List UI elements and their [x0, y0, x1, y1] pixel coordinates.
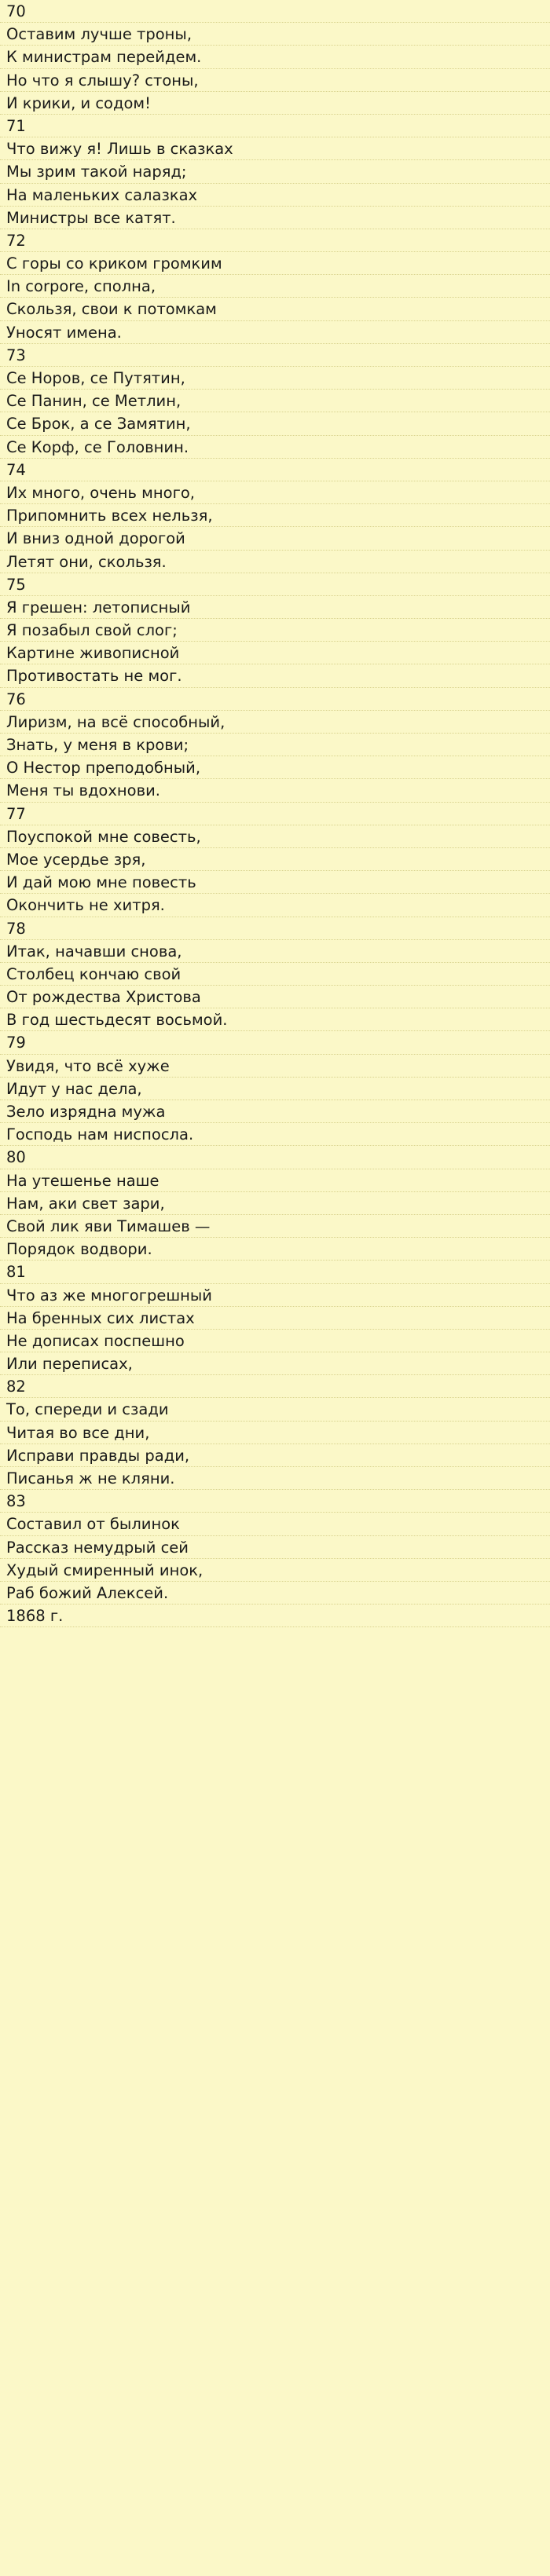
poem-line: Се Корф, се Головнин. — [0, 436, 550, 459]
poem-line: О Нестор преподобный, — [0, 756, 550, 779]
poem-line: Рассказ немудрый сей — [0, 1536, 550, 1559]
poem-line: Скользя, свои к потомкам — [0, 298, 550, 320]
stanza-number: 73 — [0, 344, 550, 367]
poem-line: Читая во все дни, — [0, 1422, 550, 1444]
stanza-number: 75 — [0, 573, 550, 596]
poem-line: И крики, и содом! — [0, 92, 550, 115]
stanza-number: 70 — [0, 0, 550, 23]
poem-line: Худый смиренный инок, — [0, 1559, 550, 1582]
poem-line: То, спереди и сзади — [0, 1398, 550, 1421]
poem-line: Нам, аки свет зари, — [0, 1192, 550, 1215]
poem-line: Се Норов, се Путятин, — [0, 367, 550, 390]
poem-line: Министры все катят. — [0, 207, 550, 229]
poem-line: Свой лик яви Тимашев — — [0, 1215, 550, 1238]
poem-line: Поуспокой мне совесть, — [0, 825, 550, 848]
poem-line: На утешенье наше — [0, 1169, 550, 1192]
poem-line: На маленьких салазках — [0, 184, 550, 207]
stanza-number: 82 — [0, 1375, 550, 1398]
poem-line: Раб божий Алексей. — [0, 1582, 550, 1605]
stanza-number: 72 — [0, 229, 550, 252]
poem-line: Летят они, скользя. — [0, 551, 550, 573]
poem-line: Картине живописной — [0, 642, 550, 664]
poem-line: Их много, очень много, — [0, 481, 550, 504]
poem-line: С горы со криком громким — [0, 252, 550, 275]
poem-line: Не дописах поспешно — [0, 1330, 550, 1352]
poem-line: Мое усердье зря, — [0, 848, 550, 871]
poem-line: От рождества Христова — [0, 986, 550, 1008]
poem-line: И дай мою мне повесть — [0, 871, 550, 894]
poem-line: Или переписах, — [0, 1352, 550, 1375]
stanza-number: 80 — [0, 1146, 550, 1169]
poem-line: Я грешен: летописный — [0, 596, 550, 619]
stanza-number: 74 — [0, 459, 550, 481]
stanza-number: 78 — [0, 917, 550, 940]
poem-line: Что вижу я! Лишь в сказках — [0, 137, 550, 160]
stanza-number: 76 — [0, 688, 550, 711]
poem-line: Идут у нас дела, — [0, 1078, 550, 1100]
poem-line: Уносят имена. — [0, 321, 550, 344]
poem-line: К министрам перейдем. — [0, 46, 550, 68]
poem-line: Припомнить всех нельзя, — [0, 504, 550, 527]
poem-line: Увидя, что всё хуже — [0, 1055, 550, 1078]
poem-line: Оставим лучше троны, — [0, 23, 550, 46]
poem-line: Окончить не хитря. — [0, 894, 550, 917]
poem-line: In corpore, сполна, — [0, 275, 550, 298]
poem-line: Се Панин, се Метлин, — [0, 390, 550, 412]
poem-line: Но что я слышу? стоны, — [0, 69, 550, 92]
poem-line: Писанья ж не кляни. — [0, 1467, 550, 1490]
poem-line: Знать, у меня в крови; — [0, 734, 550, 756]
poem-line: Составил от былинок — [0, 1513, 550, 1535]
poem-line: На бренных сих листах — [0, 1307, 550, 1330]
poem-line: Зело изрядна мужа — [0, 1100, 550, 1123]
poem-line: Что аз же многогрешный — [0, 1284, 550, 1307]
poem-line: В год шестьдесят восьмой. — [0, 1008, 550, 1031]
poem-line: Господь нам ниспосла. — [0, 1123, 550, 1146]
poem-line: Меня ты вдохнови. — [0, 779, 550, 802]
stanza-number: 77 — [0, 803, 550, 825]
poem-line: Се Брок, а се Замятин, — [0, 412, 550, 435]
poem-line: Противостать не мог. — [0, 664, 550, 687]
stanza-number: 79 — [0, 1031, 550, 1054]
poem-line: И вниз одной дорогой — [0, 527, 550, 550]
poem-line: Порядок водвори. — [0, 1238, 550, 1261]
stanza-number: 81 — [0, 1261, 550, 1283]
stanza-number: 83 — [0, 1490, 550, 1513]
poem-line: Мы зрим такой наряд; — [0, 160, 550, 183]
stanza-number: 71 — [0, 115, 550, 137]
poem-line: Я позабыл свой слог; — [0, 619, 550, 642]
poem-line: Лиризм, на всё способный, — [0, 711, 550, 734]
poem-line: 1868 г. — [0, 1605, 550, 1627]
poem-line: Исправи правды ради, — [0, 1444, 550, 1467]
poem-line: Итак, начавши снова, — [0, 940, 550, 963]
poem-line: Столбец кончаю свой — [0, 963, 550, 986]
